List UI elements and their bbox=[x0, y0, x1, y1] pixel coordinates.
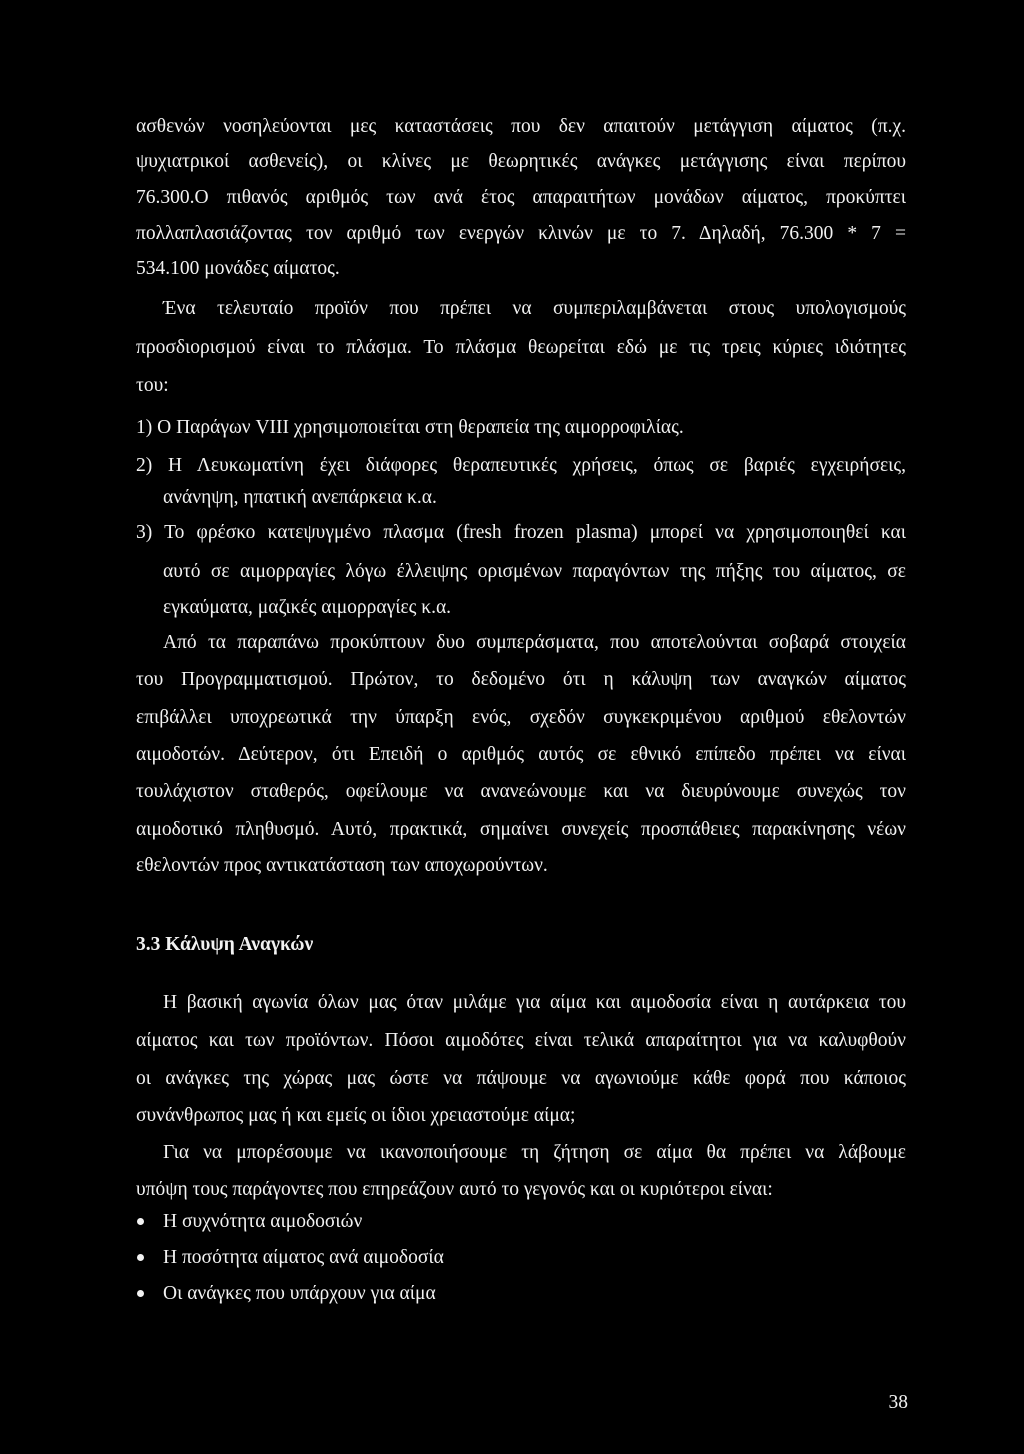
list-item: 3) Το φρέσκο κατεψυγμένο πλασμα (fresh frozen plasma) μπορεί να χρησιμοποιηθεί και bbox=[136, 522, 906, 543]
bullet-icon bbox=[137, 1218, 144, 1225]
list-item-continuation: αυτό σε αιμορραγίες λόγω έλλειψης ορισμένων παραγόντων της πήξης του αίματος, σε bbox=[163, 561, 906, 582]
body-line: αίματος και των προϊόντων. Πόσοι αιμοδότες είναι τελικά απαραίτητοι για να καλυφθούν bbox=[136, 1030, 906, 1051]
body-line: επιβάλλει υποχρεωτικά την ύπαρξη ενός, σχεδόν συγκεκριμένου αριθμού εθελοντών bbox=[136, 707, 906, 728]
body-line: προσδιορισμού είναι το πλάσμα. Το πλάσμα θεωρείται εδώ με τις τρεις κύριες ιδιότητες bbox=[136, 337, 906, 358]
body-line: ασθενών νοσηλεύονται μες καταστάσεις που δεν απαιτούν μετάγγιση αίματος (π.χ. bbox=[136, 116, 906, 137]
body-line: αιμοδοτών. Δεύτερον, ότι Επειδή ο αριθμός αυτός σε εθνικό επίπεδο πρέπει να είναι bbox=[136, 744, 906, 765]
body-line: Για να μπορέσουμε να ικανοποιήσουμε τη ζήτηση σε αίμα θα πρέπει να λάβουμε bbox=[163, 1142, 906, 1163]
body-line: του Προγραμματισμού. Πρώτον, το δεδομένο ότι η κάλυψη των αναγκών αίματος bbox=[136, 669, 906, 690]
body-line: Ένα τελευταίο προϊόν που πρέπει να συμπεριλαμβάνεται στους υπολογισμούς bbox=[163, 298, 906, 319]
page-number: 38 bbox=[888, 1392, 908, 1413]
list-item: 2) Η Λευκωματίνη έχει διάφορες θεραπευτικές χρήσεις, όπως σε βαριές εγχειρήσεις, bbox=[136, 455, 906, 476]
bullet-icon bbox=[137, 1290, 144, 1297]
body-line: συνάνθρωπος μας ή και εμείς οι ίδιοι χρειαστούμε αίμα; bbox=[136, 1105, 576, 1126]
body-line: υπόψη τους παράγοντες που επηρεάζουν αυτό το γεγονός και οι κυριότεροι είναι: bbox=[136, 1179, 773, 1200]
body-line: 76.300.Ο πιθανός αριθμός των ανά έτος απαραιτήτων μονάδων αίματος, προκύπτει bbox=[136, 187, 906, 208]
bullet-item: Οι ανάγκες που υπάρχουν για αίμα bbox=[163, 1283, 436, 1304]
bullet-icon bbox=[137, 1254, 144, 1261]
body-line: ψυχιατρικοί ασθενείς), οι κλίνες με θεωρητικές ανάγκες μετάγγισης είναι περίπου bbox=[136, 151, 906, 172]
body-line: εθελοντών προς αντικατάσταση των αποχωρούντων. bbox=[136, 855, 548, 876]
body-line: αιμοδοτικό πληθυσμό. Αυτό, πρακτικά, σημαίνει συνεχείς προσπάθειες παρακίνησης νέων bbox=[136, 819, 906, 840]
body-line: του: bbox=[136, 375, 169, 396]
list-item-continuation: ανάνηψη, ηπατική ανεπάρκεια κ.α. bbox=[163, 487, 437, 508]
list-item-continuation: εγκαύματα, μαζικές αιμορραγίες κ.α. bbox=[163, 597, 452, 618]
body-line: 534.100 μονάδες αίματος. bbox=[136, 258, 340, 279]
body-line: πολλαπλασιάζοντας τον αριθμό των ενεργών κλινών με το 7. Δηλαδή, 76.300 * 7 = bbox=[136, 223, 906, 244]
bullet-item: Η συχνότητα αιμοδοσιών bbox=[163, 1211, 363, 1232]
body-line: Από τα παραπάνω προκύπτουν δυο συμπεράσματα, που αποτελούνται σοβαρά στοιχεία bbox=[163, 632, 906, 653]
body-line: οι ανάγκες της χώρας μας ώστε να πάψουμε να αγωνιούμε κάθε φορά που κάποιος bbox=[136, 1068, 906, 1089]
body-line: τουλάχιστον σταθερός, οφείλουμε να ανανεώνουμε και να διευρύνουμε συνεχώς τον bbox=[136, 781, 906, 802]
body-line: Η βασική αγωνία όλων μας όταν μιλάμε για αίμα και αιμοδοσία είναι η αυτάρκεια του bbox=[163, 992, 906, 1013]
bullet-item: Η ποσότητα αίματος ανά αιμοδοσία bbox=[163, 1247, 444, 1268]
list-item: 1) Ο Παράγων VIII χρησιμοποιείται στη θεραπεία της αιμορροφιλίας. bbox=[136, 417, 684, 438]
section-heading: 3.3 Κάλυψη Αναγκών bbox=[136, 934, 314, 955]
